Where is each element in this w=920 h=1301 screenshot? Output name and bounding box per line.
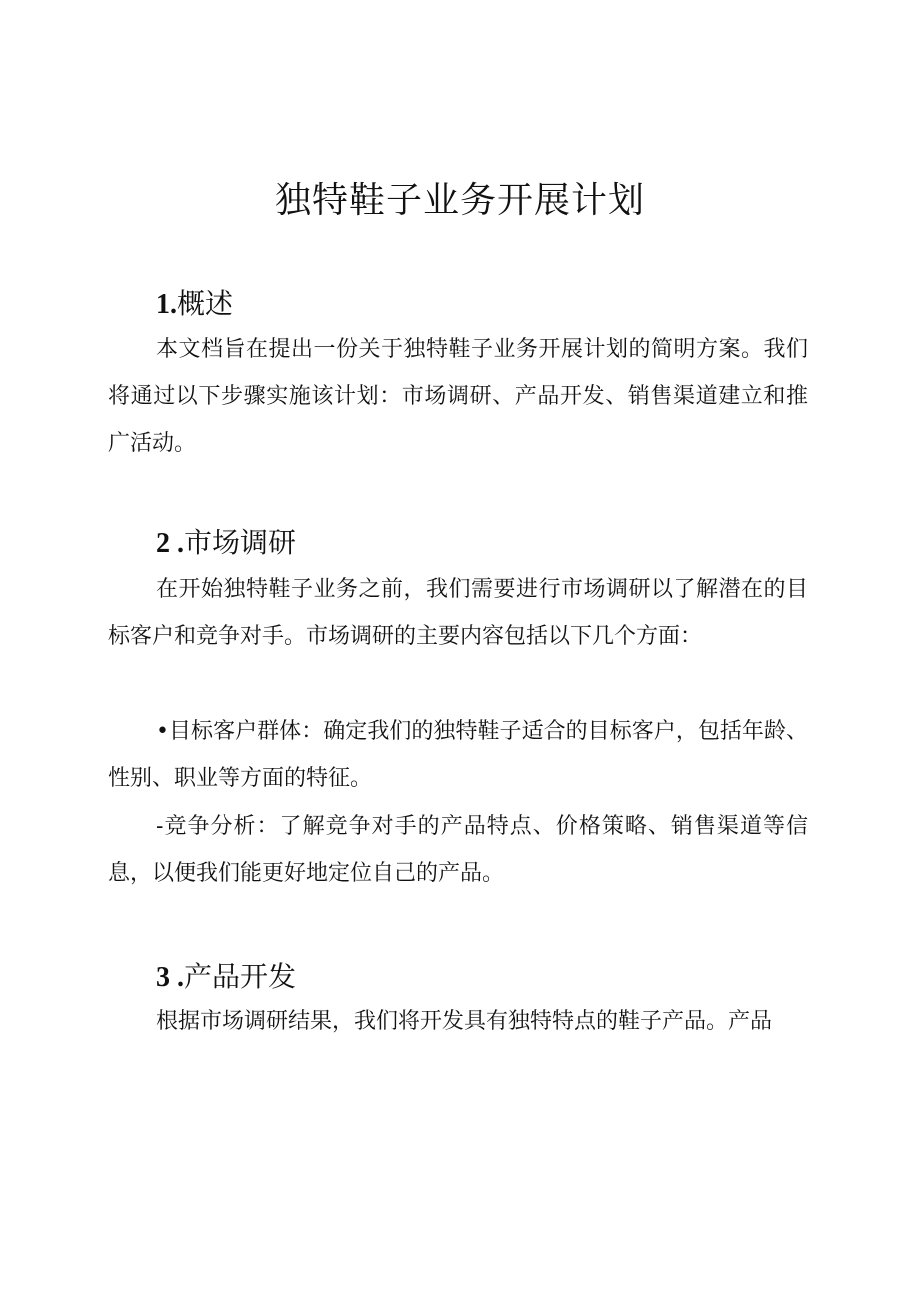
section-title: 产品开发	[184, 960, 297, 993]
section-heading-overview	[156, 282, 233, 322]
section-title: 市场调研	[184, 526, 297, 559]
section-number: 2 .	[156, 528, 184, 559]
section-heading-product-development	[156, 955, 296, 995]
paragraph-target-customers: •目标客户群体：确定我们的独特鞋子适合的目标客户，包括年龄、性别、职业等方面的特征。	[108, 719, 808, 791]
section-heading-market-research	[156, 521, 296, 561]
section-number: 1.	[156, 289, 177, 320]
section-title: 概述	[177, 287, 234, 320]
paragraph-product-development: 根据市场调研结果，我们将开发具有独特特点的鞋子产品。产品	[156, 1009, 773, 1034]
paragraph-competition-analysis: -竞争分析：了解竞争对手的产品特点、价格策略、销售渠道等信息，以便我们能更好地定位自己的产品。	[108, 814, 808, 886]
section-number: 3 .	[156, 962, 184, 993]
paragraph-overview: 本文档旨在提出一份关于独特鞋子业务开展计划的简明方案。我们将通过以下步骤实施该计划：市场调研、产品开发、销售渠道建立和推广活动。	[108, 337, 808, 456]
paragraph-market-research-intro: 在开始独特鞋子业务之前，我们需要进行市场调研以了解潜在的目标客户和竞争对手。市场调研的主要内容包括以下几个方面：	[108, 577, 808, 649]
document-title: 独特鞋子业务开展计划	[274, 180, 645, 221]
